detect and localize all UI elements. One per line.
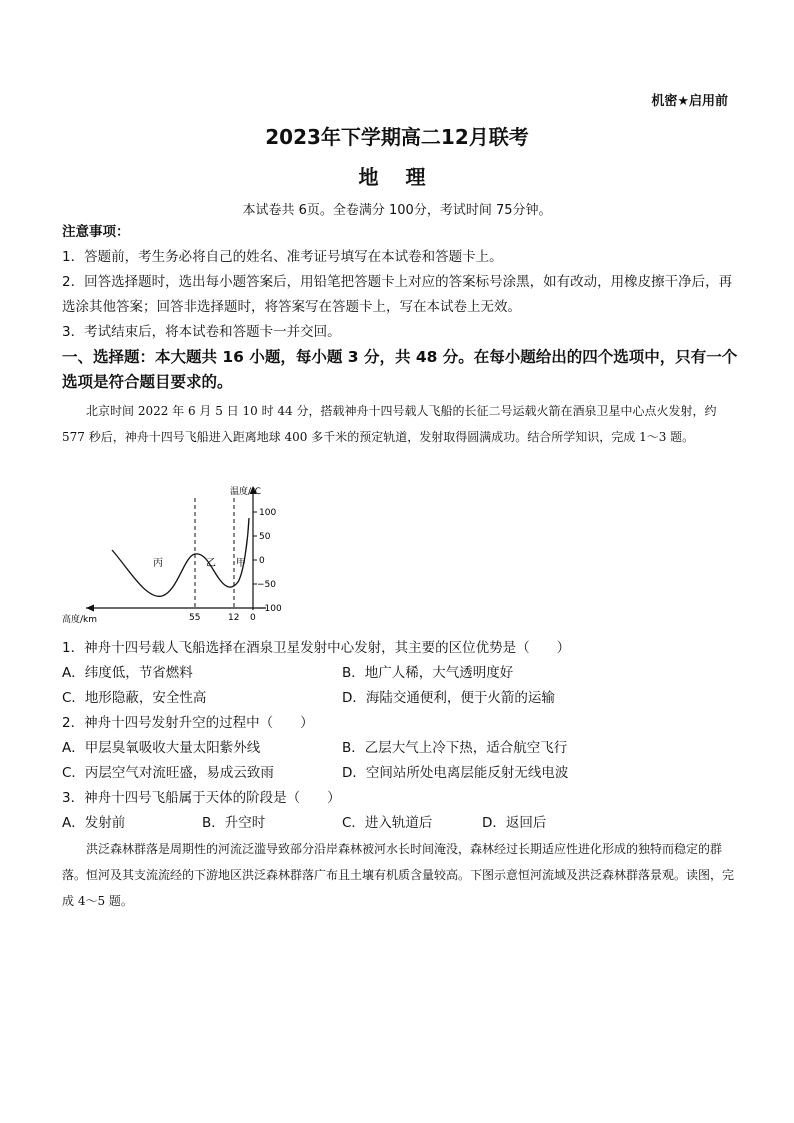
question-1-option-d: D．海陆交通便利，便于火箭的运输 [342, 690, 555, 706]
question-1-option-a: A．纬度低，节省燃料 [62, 665, 193, 681]
question-1-stem: 1．神舟十四号载人飞船选择在酒泉卫星发射中心发射，其主要的区位优势是（ ） [62, 640, 571, 656]
x-tick-label: 55 [189, 613, 201, 623]
question-3-option-a: A．发射前 [62, 815, 126, 831]
y-tick-label: 0 [259, 556, 265, 566]
question-3-option-c: C．进入轨道后 [342, 815, 433, 831]
x-axis-arrow [86, 605, 94, 612]
y-tick-label: −50 [257, 580, 276, 590]
question-3-stem: 3．神舟十四号飞船属于天体的阶段是（ ） [62, 790, 341, 806]
passage-2: 洪泛森林群落是周期性的河流泛滥导致部分沿岸森林被河水长时间淹没，森林经过长期适应性进化形成的独特而稳定的群落。恒河及其支流流经的下游地区洪泛森林群落广布且土壤有机质含量较高。下图示意恒河流域及洪泛森林群落景观。读图，完成 4～5 题。 [62, 842, 735, 908]
notice-item: 1．答题前，考生务必将自己的姓名、准考证号填写在本试卷和答题卡上。 [62, 249, 503, 265]
y-axis-label: 温度/℃ [230, 487, 262, 497]
question-1-option-b: B．地广人稀，大气透明度好 [342, 665, 514, 681]
y-tick-label: −100 [257, 604, 282, 614]
question-3-option-d: D．返回后 [482, 815, 547, 831]
question-2-stem: 2．神舟十四号发射升空的过程中（ ） [62, 715, 314, 731]
notice-item: 3．考试结束后，将本试卷和答题卡一并交回。 [62, 324, 341, 340]
exam-title: 2023年下学期高二12月联考 [265, 125, 529, 149]
layer-label-bing: 丙 [153, 558, 163, 569]
y-tick-label: 50 [259, 532, 271, 542]
question-2-option-d: D．空间站所处电离层能反射无线电波 [342, 765, 569, 781]
layer-label-yi: 乙 [206, 558, 216, 569]
exam-info: 本试卷共 6页。全卷满分 100分，考试时间 75分钟。 [242, 203, 552, 218]
question-2-option-b: B．乙层大气上冷下热，适合航空飞行 [342, 740, 568, 756]
notice-item: 2．回答选择题时，选出每小题答案后，用铅笔把答题卡上对应的答案标号涂黑，如有改动，用橡皮擦干净后，再选涂其他答案；回答非选择题时，将答案写在答题卡上，写在本试卷上无效。 [62, 274, 733, 315]
x-tick-label: 12 [228, 613, 240, 623]
x-tick-label: 0 [250, 613, 256, 623]
question-2-option-a: A．甲层臭氧吸收大量太阳紫外线 [62, 740, 261, 756]
passage-1: 北京时间 2022 年 6 月 5 日 10 时 44 分，搭载神舟十四号载人飞船的长征二号运载火箭在酒泉卫星中心点火发射，约 577 秒后，神舟十四号飞船进入距离地球 400 多千米的预定轨道，发射取得圆满成功。结合所学知识，完成 1～3 题。 [62, 404, 717, 444]
question-2-option-c: C．丙层空气对流旺盛，易成云致雨 [62, 765, 274, 781]
temperature-curve [112, 518, 249, 596]
x-axis-label: 高度/km [62, 615, 98, 625]
atmosphere-temperature-figure [56, 478, 296, 628]
question-1-option-c: C．地形隐蔽，安全性高 [62, 690, 207, 706]
confidential-mark: 机密★启用前 [651, 94, 728, 109]
layer-label-jia: 甲 [236, 558, 246, 569]
section-heading: 一、选择题：本大题共 16 小题，每小题 3 分，共 48 分。在每小题给出的四个选项中，只有一个选项是符合题目要求的。 [62, 348, 738, 391]
notice-heading: 注意事项： [62, 224, 130, 240]
subject-title: 地 理 [358, 165, 436, 189]
y-tick-label: 100 [259, 508, 277, 518]
question-3-option-b: B．升空时 [202, 815, 266, 831]
